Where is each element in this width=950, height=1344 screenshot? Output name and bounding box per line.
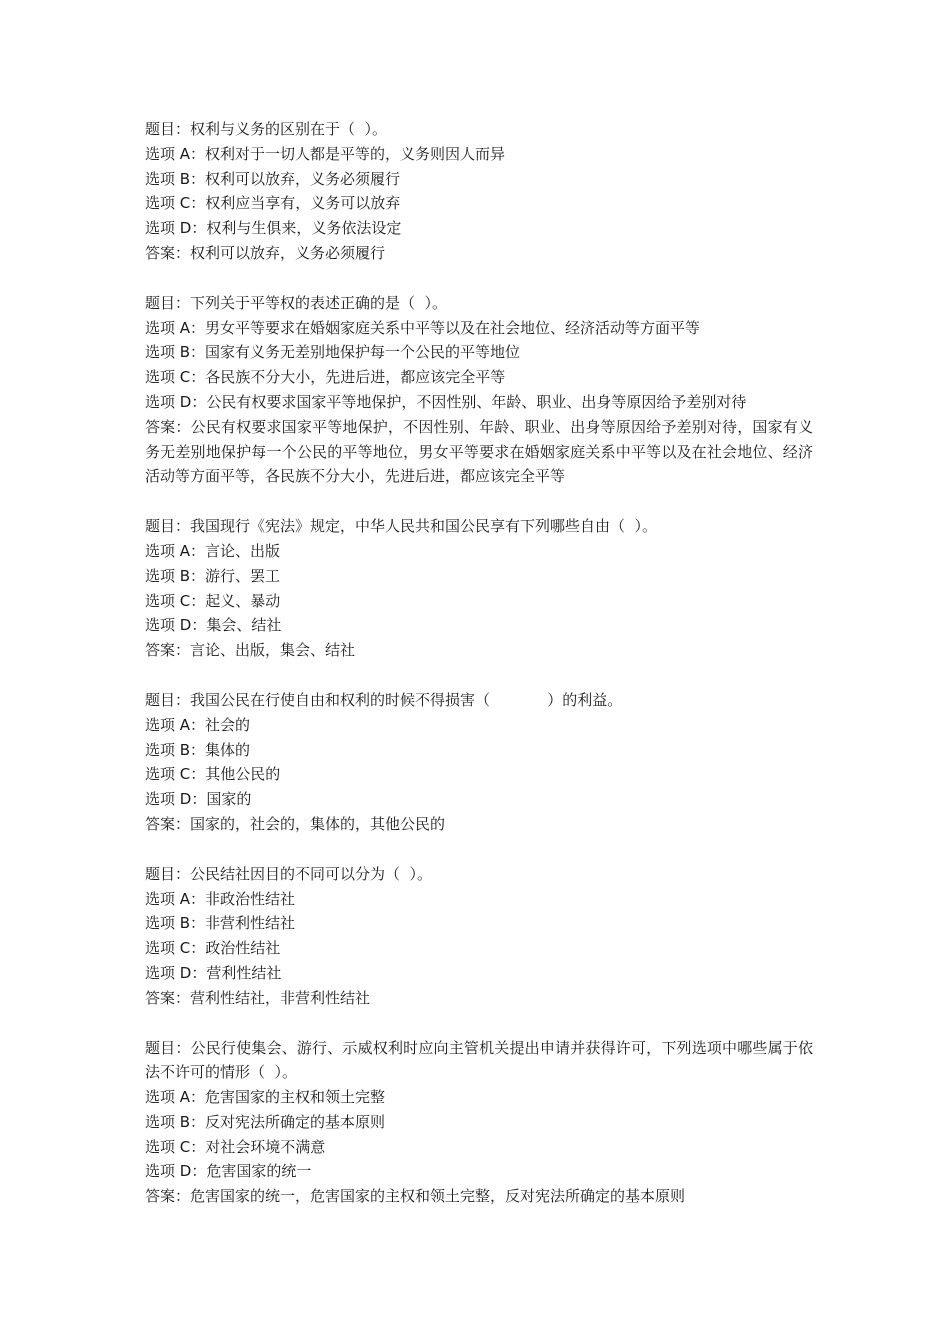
question-text: 题目：权利与义务的区别在于（ ）。	[145, 120, 388, 138]
answer-text: 答案：权利可以放弃，义务必须履行	[145, 243, 386, 262]
answer-text: 答案：营利性结社，非营利性结社	[145, 988, 371, 1007]
option-b: 选项 B：游行、罢工	[145, 566, 281, 585]
option-b: 选项 B：集体的	[145, 740, 251, 759]
question-text: 题目：公民结社因目的不同可以分为（ ）。	[145, 864, 433, 883]
option-a: 选项 A：社会的	[145, 715, 251, 734]
option-b: 选项 B：国家有义务无差别地保护每一个公民的平等地位	[145, 343, 521, 362]
option-b: 选项 B：非营利性结社	[145, 914, 296, 933]
option-a: 选项 A：权利对于一切人都是平等的，义务则因人而异	[145, 144, 506, 163]
question-block	[145, 688, 813, 837]
question-text: 题目：公民行使集会、游行、示威权利时应向主管机关提出申请并获得许可，下列选项中哪些属于依法不许可的情形（ ）。	[145, 1038, 813, 1082]
option-d: 选项 D：公民有权要求国家平等地保护，不因性别、年龄、职业、出身等原因给予差别对待	[145, 392, 747, 411]
option-c: 选项 C：其他公民的	[145, 765, 281, 784]
question-text: 题目：我国公民在行使自由和权利的时候不得损害（ ）的利益。	[145, 690, 623, 709]
question-text: 题目：下列关于平等权的表述正确的是（ ）。	[145, 293, 448, 312]
option-c: 选项 C：权利应当享有，义务可以放弃	[145, 194, 401, 213]
option-d: 选项 D：国家的	[145, 790, 252, 809]
question-text: 题目：我国现行《宪法》规定，中华人民共和国公民享有下列哪些自由（ ）。	[145, 517, 658, 536]
option-d: 选项 D：权利与生俱来，义务依法设定	[145, 219, 402, 238]
option-a: 选项 A：非政治性结社	[145, 889, 296, 908]
answer-text: 答案：国家的，社会的，集体的，其他公民的	[145, 814, 446, 833]
question-block	[145, 117, 813, 266]
option-d: 选项 D：营利性结社	[145, 963, 282, 982]
option-a: 选项 A：男女平等要求在婚姻家庭关系中平等以及在社会地位、经济活动等方面平等	[145, 318, 701, 337]
question-block	[145, 291, 813, 489]
question-block	[145, 1036, 813, 1210]
option-c: 选项 C：对社会环境不满意	[145, 1137, 326, 1156]
document-page	[145, 117, 813, 1234]
option-b: 选项 B：反对宪法所确定的基本原则	[145, 1112, 386, 1131]
option-c: 选项 C：起义、暴动	[145, 591, 281, 610]
question-block	[145, 862, 813, 1011]
answer-text: 答案：言论、出版，集会、结社	[145, 641, 356, 660]
answer-text: 答案：危害国家的统一，危害国家的主权和领土完整，反对宪法所确定的基本原则	[145, 1187, 686, 1206]
question-block	[145, 514, 813, 663]
option-c: 选项 C：政治性结社	[145, 939, 281, 958]
option-b: 选项 B：权利可以放弃，义务必须履行	[145, 169, 401, 188]
option-c: 选项 C：各民族不分大小，先进后进，都应该完全平等	[145, 368, 506, 387]
option-d: 选项 D：集会、结社	[145, 616, 282, 635]
option-d: 选项 D：危害国家的统一	[145, 1162, 312, 1181]
answer-text: 答案：公民有权要求国家平等地保护，不因性别、年龄、职业、出身等原因给予差别对待，国家有义务无差别地保护每一个公民的平等地位，男女平等要求在婚姻家庭关系中平等以及在社会地位、经济活动等方面平等，各民族不分大小，先进后进，都应该完全平等	[145, 417, 813, 486]
option-a: 选项 A：言论、出版	[145, 541, 281, 560]
option-a: 选项 A：危害国家的主权和领土完整	[145, 1088, 386, 1107]
